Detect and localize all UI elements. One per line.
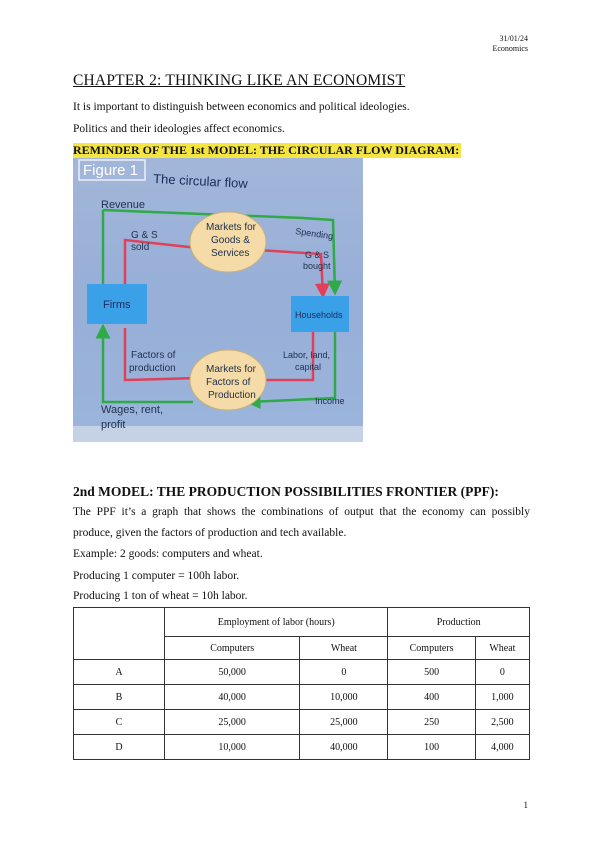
circular-flow-diagram (73, 158, 363, 442)
table-cell: 25,000 (165, 710, 300, 735)
table-cell: 1,000 (475, 685, 529, 710)
svg-text:Markets for: Markets for (206, 222, 257, 233)
svg-text:Factors of: Factors of (131, 350, 176, 361)
table-subheader: Computers (388, 637, 475, 660)
ppf-example: Example: 2 goods: computers and wheat. (73, 548, 263, 560)
svg-text:Spending: Spending (294, 226, 334, 242)
row-label: B (74, 685, 165, 710)
table-cell: 40,000 (300, 735, 388, 760)
page-number: 1 (523, 800, 528, 810)
ppf-computer-labor: Producing 1 computer = 100h labor. (73, 570, 240, 582)
intro-paragraph-1: It is important to distinguish between economics and political ideologies. (73, 101, 410, 113)
header-date: 31/01/24 (499, 34, 528, 43)
table-cell: 2,500 (475, 710, 529, 735)
table-cell: 40,000 (165, 685, 300, 710)
table-row (74, 710, 530, 735)
svg-text:sold: sold (131, 242, 150, 253)
table-cell: 10,000 (300, 685, 388, 710)
table-subheader: Wheat (475, 637, 529, 660)
table-corner-cell (74, 608, 165, 660)
header-subject: Economics (492, 44, 528, 53)
svg-text:Markets for: Markets for (206, 364, 257, 375)
svg-text:profit: profit (101, 419, 126, 431)
table-group-header-production: Production (388, 608, 530, 637)
svg-text:G & S: G & S (131, 230, 158, 241)
chapter-title: CHAPTER 2: THINKING LIKE AN ECONOMIST (73, 72, 406, 89)
figure-subtitle: The circular flow (152, 171, 249, 191)
table-cell: 400 (388, 685, 475, 710)
ppf-definition: The PPF it’s a graph that shows the combinations of output that the economy can possibly produce, given the factors of production and tech available. (73, 506, 530, 539)
row-label: A (74, 660, 165, 685)
row-label: C (74, 710, 165, 735)
page-header (492, 34, 528, 54)
table-cell: 250 (388, 710, 475, 735)
svg-text:production: production (129, 363, 176, 374)
table-cell: 10,000 (165, 735, 300, 760)
table-row (74, 660, 530, 685)
table-cell: 4,000 (475, 735, 529, 760)
figure-caption: Figure 1 (83, 162, 139, 179)
table-cell: 0 (475, 660, 529, 685)
ppf-wheat-labor: Producing 1 ton of wheat = 10h labor. (73, 590, 248, 602)
table-group-header-employment: Employment of labor (hours) (165, 608, 388, 637)
svg-text:Wages, rent,: Wages, rent, (101, 404, 163, 416)
table-row (74, 685, 530, 710)
svg-text:Income: Income (315, 396, 345, 406)
row-label: D (74, 735, 165, 760)
table-cell: 500 (388, 660, 475, 685)
svg-text:Services: Services (211, 248, 250, 259)
svg-text:bought: bought (303, 261, 331, 271)
svg-text:Labor, land,: Labor, land, (283, 350, 331, 360)
table-cell: 25,000 (300, 710, 388, 735)
reminder-heading: REMINDER OF THE 1st MODEL: THE CIRCULAR FLOW DIAGRAM: (73, 143, 460, 157)
svg-text:capital: capital (295, 362, 322, 372)
table-cell: 100 (388, 735, 475, 760)
svg-text:Factors of: Factors of (206, 377, 251, 388)
ppf-heading: 2nd MODEL: THE PRODUCTION POSSIBILITIES FRONTIER (PPF): (73, 484, 499, 499)
circular-flow-photo (73, 158, 363, 442)
svg-text:Households: Households (295, 310, 343, 320)
svg-text:Goods &: Goods & (211, 235, 250, 246)
table-cell: 50,000 (165, 660, 300, 685)
ppf-table (73, 607, 530, 760)
svg-text:Firms: Firms (103, 299, 131, 311)
table-subheader: Computers (165, 637, 300, 660)
table-subheader: Wheat (300, 637, 388, 660)
table-cell: 0 (300, 660, 388, 685)
svg-text:Production: Production (208, 390, 256, 401)
svg-text:G & S: G & S (305, 250, 330, 260)
intro-paragraph-2: Politics and their ideologies affect economics. (73, 123, 285, 135)
label-revenue: Revenue (101, 199, 146, 211)
table-row (74, 735, 530, 760)
